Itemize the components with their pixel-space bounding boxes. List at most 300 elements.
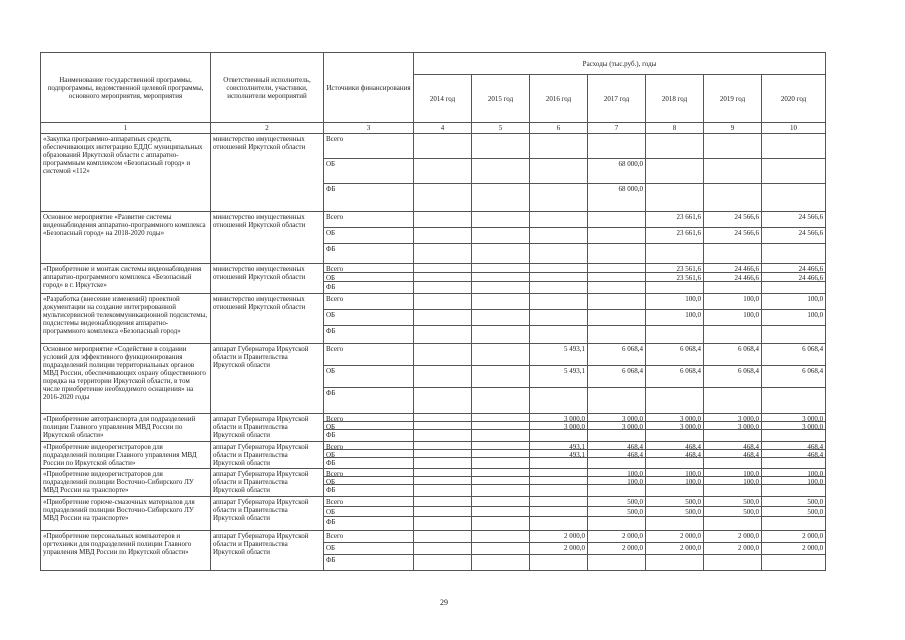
value-cell [588,294,646,344]
value-cell [704,212,762,264]
value [414,134,471,159]
value: 24 566,6 [704,228,761,244]
value [414,485,471,492]
value: 3 000,0 [646,414,703,422]
value [588,212,645,228]
table-row [41,497,826,531]
value [530,507,587,517]
value: 24 566,6 [762,212,825,228]
value-cell [530,414,588,442]
value: 100,0 [646,469,703,477]
value [704,282,761,290]
value [414,294,471,310]
row-name: «Приобретение персональных компьютеров и оргтехники для подразделений полиции Главного управления МВД России по Иркутской области» [41,531,211,571]
value [530,485,587,492]
value: 6 068,4 [762,344,825,366]
value: 24 466,6 [762,273,825,282]
value: 2 000,0 [646,531,703,543]
value [414,326,471,341]
value [704,485,761,492]
row-executor: аппарат Губернатора Иркутской области и Правительства Иркутской области [211,531,324,571]
value [472,310,529,326]
value [472,264,529,273]
value-cell [588,134,646,212]
value [646,159,703,184]
value: 2 000,0 [704,531,761,543]
value [472,159,529,184]
row-name: «Приобретение видеорегистраторов для подразделений полиции Восточно-Сибирского ЛУ МВД России на транспорте» [41,469,211,497]
value [588,273,645,282]
value-cell [414,344,472,414]
value: 100,0 [704,477,761,485]
value: 3 000,0 [646,422,703,430]
value-cell [762,497,826,531]
value: 500,0 [588,497,645,507]
value: 468,4 [646,442,703,450]
value: 100,0 [646,294,703,310]
value: 68 000,0 [618,185,643,193]
value: 468,4 [588,442,645,450]
value: 6 068,4 [646,344,703,366]
value-cell [414,414,472,442]
value [704,184,761,208]
value-cell [588,264,646,294]
value-cell [588,442,646,469]
value-cell [414,497,472,531]
table-row [41,264,826,294]
value: 468,4 [762,450,825,458]
value: 24 466,6 [704,273,761,282]
source-label: Всего [324,134,413,159]
source-label: Всего [324,531,413,543]
source-label: ОБ [324,507,413,517]
value-cell [414,212,472,264]
row-executor: аппарат Губернатора Иркутской области и Правительства Иркутской области [211,344,324,414]
row-name: «Приобретение автотранспорта для подразделений полиции Главного управления МВД России по Иркутской области» [41,414,211,442]
value: 3 000,0 [762,422,825,430]
value [414,517,471,526]
value-cell [472,264,530,294]
value [472,134,529,159]
value [472,485,529,492]
value [588,326,645,341]
value: 500,0 [762,507,825,517]
row-executor: министерство имущественных отношений Иркутской области [211,264,324,294]
table-row [41,442,826,469]
value: 468,4 [762,442,825,450]
value [472,184,529,208]
source-label: Всего [324,442,413,450]
value [762,430,825,437]
row-sources [324,469,414,497]
value-cell [530,442,588,469]
header-source: Источники финансирования [324,53,414,123]
value-cell [472,531,530,571]
value [530,282,587,290]
value [646,244,703,259]
value-cell [646,531,704,571]
table-row [41,344,826,414]
value [414,310,471,326]
value-cell [646,212,704,264]
value: 23 561,6 [646,264,703,273]
value [762,388,825,409]
value [762,244,825,259]
value: 2 000,0 [762,543,825,555]
value [472,477,529,485]
value-cell [588,344,646,414]
header-year: 2014 год [414,75,472,123]
row-executor: аппарат Губернатора Иркутской области и Правительства Иркутской области [211,469,324,497]
budget-table-sheet [40,52,825,592]
value [472,430,529,437]
value: 5 493,1 [530,366,587,388]
value [704,326,761,341]
value: 500,0 [646,497,703,507]
row-sources [324,134,414,212]
value: 24 566,6 [762,228,825,244]
value: 6 068,4 [704,366,761,388]
value [530,326,587,341]
value-cell [704,442,762,469]
budget-table [40,52,826,571]
value [762,326,825,341]
value: 24 466,6 [704,264,761,273]
row-sources [324,294,414,344]
value [704,134,761,159]
row-name: «Разработка (внесение изменений) проектной документации на создание интегрированной мультисервисной телекоммуникационной подсистемы, подсистемы видеонаблюдения аппаратно-программного комплекса «Безопасный город» [41,294,211,344]
value-cell [414,294,472,344]
column-number: 7 [588,123,646,134]
row-executor: министерство имущественных отношений Иркутской области [211,134,324,212]
value [472,442,529,450]
column-number: 9 [704,123,762,134]
value: 468,4 [588,450,645,458]
value [530,430,587,437]
value: 23 661,6 [646,228,703,244]
value-cell [762,414,826,442]
value [588,244,645,259]
value: 3 000,0 [588,422,645,430]
value: 100,0 [704,294,761,310]
value-cell [704,134,762,212]
value: 100,0 [588,477,645,485]
value [530,477,587,485]
value [704,555,761,566]
value-cell [704,497,762,531]
value-cell [704,344,762,414]
value-cell [472,442,530,469]
value [414,366,471,388]
value [414,477,471,485]
column-number: 1 [41,123,211,134]
value [530,212,587,228]
source-label: Всего [324,212,413,228]
value [530,264,587,273]
value-cell [530,212,588,264]
source-label: ОБ [324,273,413,282]
value [472,414,529,422]
value-cell [762,442,826,469]
value [646,430,703,437]
table-row [41,294,826,344]
value: 100,0 [704,469,761,477]
value [646,282,703,290]
value: 100,0 [588,469,645,477]
column-number: 4 [414,123,472,134]
source-label: ОБ [324,422,413,430]
value-cell [588,469,646,497]
value: 3 000,0 [530,422,587,430]
value: 500,0 [588,507,645,517]
value-cell [704,414,762,442]
value [646,458,703,465]
value: 468,4 [704,442,761,450]
header-expenses: Расходы (тыс.руб.), годы [414,53,826,75]
source-label: ФБ [326,185,336,193]
value-cell [646,497,704,531]
value: 68 000,0 [588,159,645,184]
header-executor: Ответственный исполнитель, соисполнители, участники, исполнители мероприятий [211,53,324,123]
row-sources [324,442,414,469]
value-cell [704,294,762,344]
page-number: 29 [440,598,448,607]
value [414,507,471,517]
value [588,458,645,465]
row-executor: министерство имущественных отношений Иркутской области [211,294,324,344]
value [414,282,471,290]
value: 3 000,0 [588,414,645,422]
value [704,244,761,259]
value: 100,0 [762,477,825,485]
value [530,244,587,259]
value [704,159,761,184]
header-year: 2017 год [588,75,646,123]
value [414,159,471,184]
value: 100,0 [704,310,761,326]
value [472,543,529,555]
value [414,458,471,465]
header-program: Наименование государственной программы, подпрограммы, ведомственной целевой программы, основного мероприятия, мероприятия [41,53,211,123]
value [646,134,703,159]
value [530,228,587,244]
value [588,485,645,492]
value: 6 068,4 [762,366,825,388]
value [472,422,529,430]
value-cell [414,264,472,294]
header-year: 2020 год [762,75,826,123]
value-cell [472,497,530,531]
value: 3 000,0 [704,422,761,430]
value-cell [646,294,704,344]
value [588,282,645,290]
row-executor: министерство имущественных отношений Иркутской области [211,212,324,264]
value [762,517,825,526]
value-cell [762,294,826,344]
value [472,555,529,566]
value-cell [704,469,762,497]
value: 2 000,0 [646,543,703,555]
value [588,134,645,159]
value-cell [646,414,704,442]
value-cell [530,469,588,497]
value [414,430,471,437]
value-cell [646,344,704,414]
source-label: Всего [324,469,413,477]
value-cell [530,344,588,414]
value: 24 566,6 [704,212,761,228]
value: 100,0 [646,310,703,326]
value [762,458,825,465]
value [472,366,529,388]
value [646,184,703,208]
value: 2 000,0 [530,531,587,543]
value: 500,0 [704,497,761,507]
value [414,344,471,366]
row-name: «Приобретение и монтаж системы видеонаблюдения аппаратно-программного комплекса «Безопасный город» в г. Иркутске» [41,264,211,294]
row-executor: аппарат Губернатора Иркутской области и Правительства Иркутской области [211,497,324,531]
row-name: «Закупка программно-аппаратных средств, обеспечивающих интеграцию ЕДДС муниципальных образований Иркутской области с аппаратно-программным комплексом «Безопасный город» и системой «112» [41,134,211,212]
value [414,273,471,282]
table-row [41,134,826,212]
column-number: 2 [211,123,324,134]
value: 100,0 [762,310,825,326]
value-cell [646,442,704,469]
table-row [41,212,826,264]
value [472,507,529,517]
value [530,159,587,184]
column-number: 8 [646,123,704,134]
value [414,414,471,422]
value-cell [762,344,826,414]
value [530,469,587,477]
value [646,517,703,526]
value: 468,4 [704,450,761,458]
value [530,555,587,566]
value [414,388,471,409]
value-cell [472,134,530,212]
value [646,326,703,341]
value-cell [472,344,530,414]
value-cell [530,497,588,531]
value [472,458,529,465]
source-label: ФБ [326,431,336,439]
value [530,458,587,465]
value [588,517,645,526]
value [472,294,529,310]
value-cell [646,134,704,212]
table-row [41,469,826,497]
value [762,485,825,492]
value-cell [530,264,588,294]
source-label: ФБ [326,486,336,494]
row-sources [324,212,414,264]
value [588,555,645,566]
value-cell [762,531,826,571]
value [588,228,645,244]
value [472,517,529,526]
value-cell [704,264,762,294]
value [472,228,529,244]
value: 2 000,0 [588,531,645,543]
value [472,344,529,366]
value [530,310,587,326]
value: 500,0 [646,507,703,517]
value [472,212,529,228]
value-cell [588,414,646,442]
row-name: Основное мероприятие «Развитие системы видеонаблюдения аппаратно-программного комплекса «Безопасный город» на 2018-2020 годы» [41,212,211,264]
value [530,517,587,526]
source-label: Всего [324,264,413,273]
value: 500,0 [704,507,761,517]
value-cell [414,442,472,469]
value [414,264,471,273]
value [762,555,825,566]
value-cell [530,134,588,212]
value: 23 561,6 [646,273,703,282]
source-label: ФБ [326,327,336,335]
value-cell [762,134,826,212]
value: 3 000,0 [762,414,825,422]
value [646,388,703,409]
value-cell [646,264,704,294]
value [472,388,529,409]
value: 6 068,4 [646,366,703,388]
value-cell [414,134,472,212]
header-year: 2019 год [704,75,762,123]
value [414,531,471,543]
value-cell [472,469,530,497]
value-cell [588,531,646,571]
value [414,244,471,259]
value [472,244,529,259]
value [472,469,529,477]
value [414,555,471,566]
source-label: Всего [324,294,413,310]
value [414,212,471,228]
value [588,310,645,326]
value: 6 068,4 [704,344,761,366]
source-label: ОБ [324,228,413,244]
value [472,273,529,282]
source-label: ОБ [324,366,413,388]
row-executor: аппарат Губернатора Иркутской области и Правительства Иркутской области [211,442,324,469]
value [762,184,825,208]
header-year: 2018 год [646,75,704,123]
value [530,294,587,310]
value [472,497,529,507]
value [588,388,645,409]
value-cell [414,531,472,571]
row-name: «Приобретение горюче-смазочных материалов для подразделений полиции Восточно-Сибирского ЛУ МВД России на транспорте» [41,497,211,531]
column-number: 6 [530,123,588,134]
header-year: 2016 год [530,75,588,123]
value: 6 068,4 [588,366,645,388]
row-sources [324,531,414,571]
source-label: ОБ [324,450,413,458]
value-cell [414,469,472,497]
column-number: 3 [324,123,414,134]
value [414,422,471,430]
value [704,517,761,526]
value: 100,0 [762,294,825,310]
source-label: ФБ [326,518,336,526]
value-cell [472,414,530,442]
value-cell [472,294,530,344]
value: 2 000,0 [530,543,587,555]
value: 493,1 [530,450,587,458]
value-cell [704,531,762,571]
